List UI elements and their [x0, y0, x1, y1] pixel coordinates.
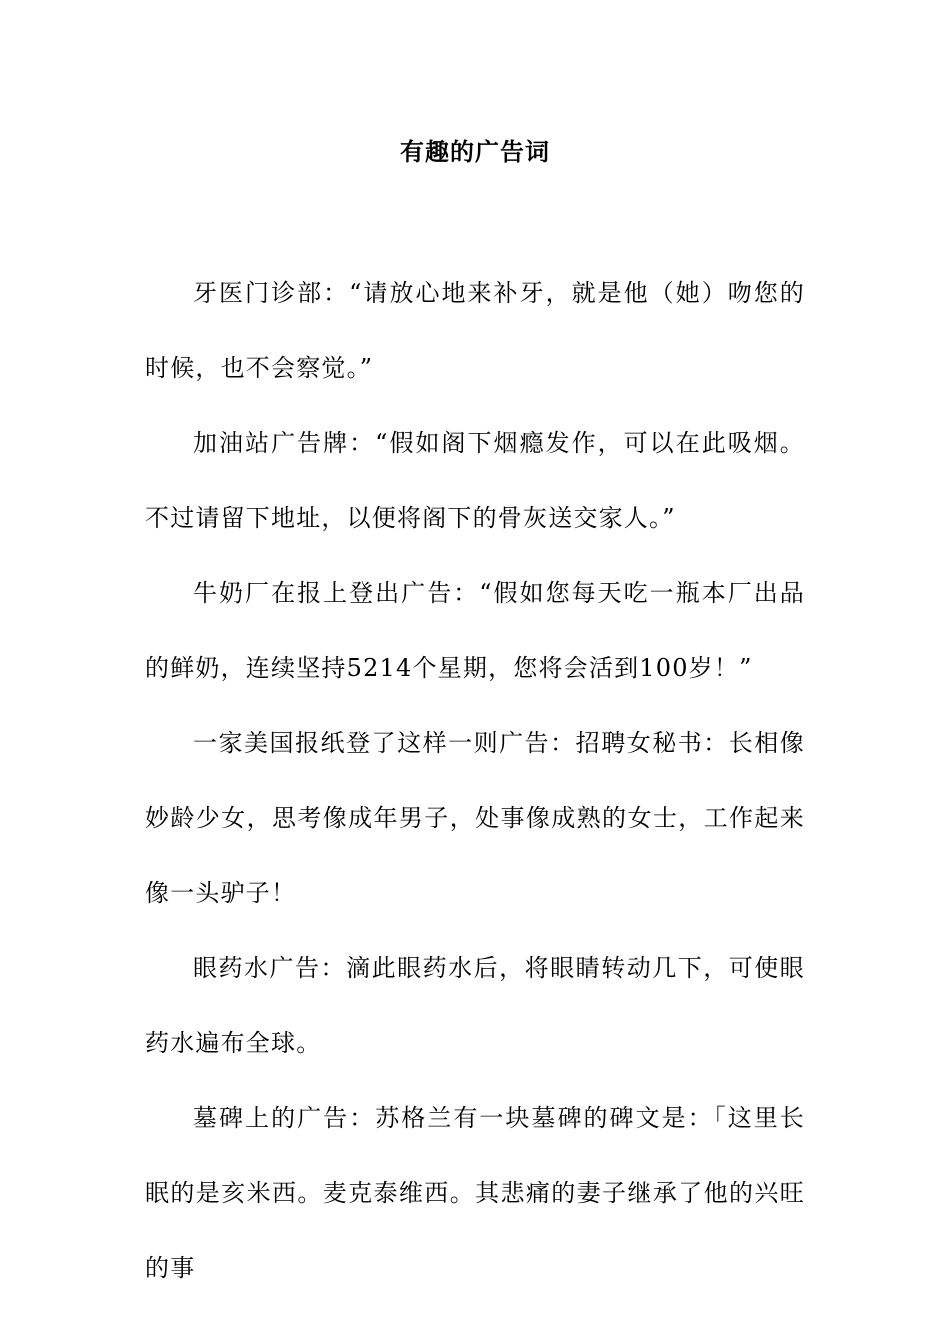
document-body [145, 256, 805, 1306]
paragraph-gas-station-ad: 加油站广告牌：“假如阁下烟瘾发作，可以在此吸烟。不过请留下地址，以便将阁下的骨灰送交家人。” [145, 429, 805, 532]
paragraph-secretary-ad: 一家美国报纸登了这样一则广告：招聘女秘书：长相像妙龄少女，思考像成年男子，处事像成熟的女士，工作起来像一头驴子！ [145, 729, 805, 907]
paragraph-milk-factory-ad: 牛奶厂在报上登出广告：“假如您每天吃一瓶本厂出品的鲜奶，连续坚持5214个星期，您将会活到100岁！” [145, 579, 805, 682]
page-title: 有趣的广告词 [400, 137, 550, 166]
paragraph-eye-drops-ad: 眼药水广告：滴此眼药水后，将眼睛转动几下，可使眼药水遍布全球。 [145, 954, 805, 1057]
paragraph-dentist-ad: 牙医门诊部：“请放心地来补牙，就是他（她）吻您的时候，也不会察觉。” [145, 279, 805, 382]
paragraph-tombstone-ad: 墓碑上的广告：苏格兰有一块墓碑的碑文是：「这里长眠的是亥米西。麦克泰维西。其悲痛的妻子继承了他的兴旺的事 [145, 1104, 805, 1282]
